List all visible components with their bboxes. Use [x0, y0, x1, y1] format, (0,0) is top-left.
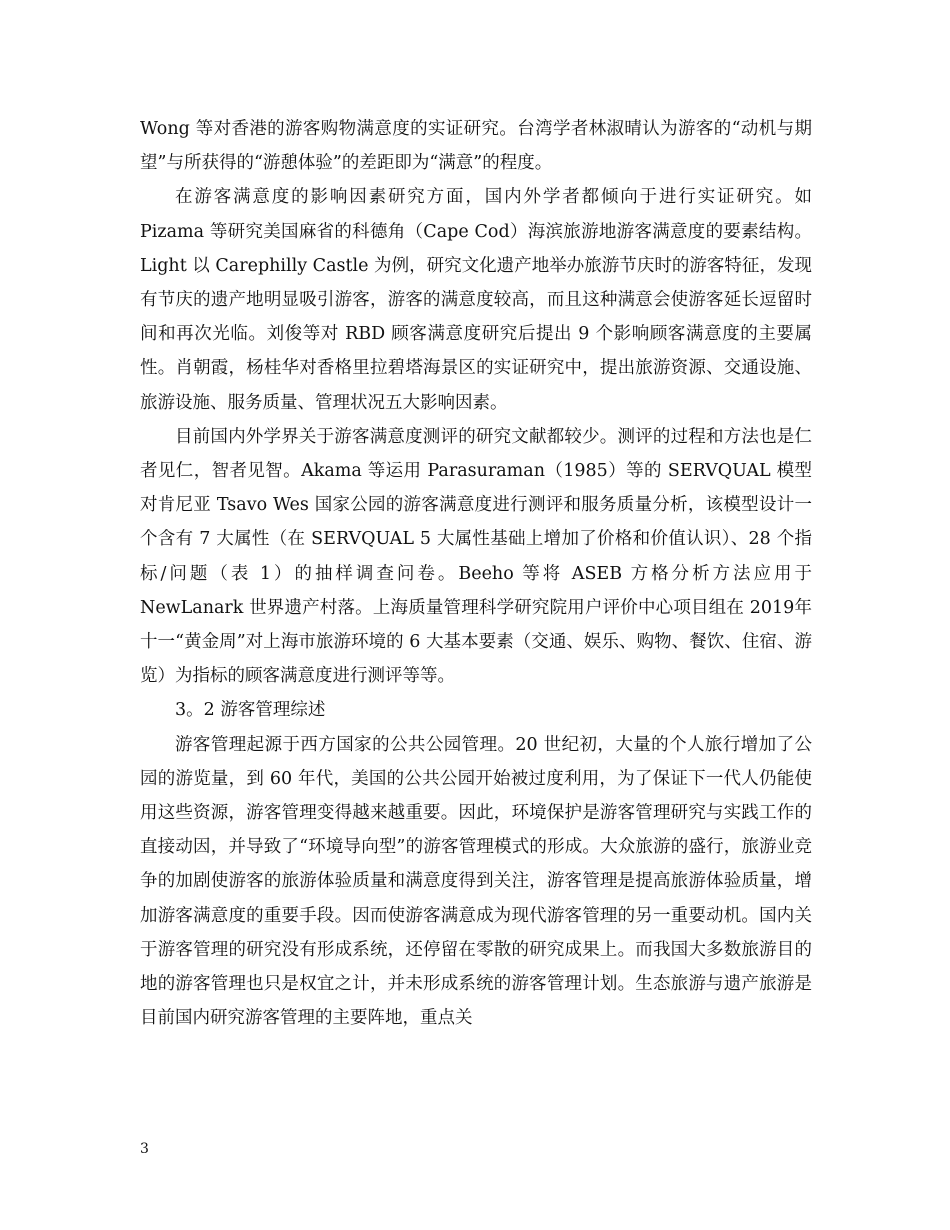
paragraph-continuation: Wong 等对香港的游客购物满意度的实证研究。台湾学者林淑晴认为游客的“动机与期望”与所获得的“游憩体验”的差距即为“满意”的程度。 — [140, 119, 812, 174]
document-body — [140, 112, 812, 1035]
paragraph-satisfaction-evaluation: 目前国内外学界关于游客满意度测评的研究文献都较少。测评的过程和方法也是仁者见仁，智者见智。Akama 等运用 Parasuraman（1985）等的 SERVQUAL 模型对肯尼亚 Tsavo Wes 国家公园的游客满意度进行测评和服务质量分析，该模型设计一个含有 7 大属性（在 SERVQUAL 5 大属性基础上增加了价格和价值认识）、28 个指标/问题（表 1）的抽样调查问卷。Beeho 等将 ASEB 方格分析方法应用于NewLanark 世界遗产村落。上海质量管理科学研究院用户评价中心项目组在 2019年十一“黄金周”对上海市旅游环境的 6 大基本要素（交通、娱乐、购物、餐饮、住宿、游览）为指标的顾客满意度进行测评等等。 — [140, 426, 812, 687]
paragraph-visitor-management: 游客管理起源于西方国家的公共公园管理。20 世纪初，大量的个人旅行增加了公园的游览量，到 60 年代，美国的公共公园开始被过度利用，为了保证下一代人仍能使用这些资源，游客管理变得越来越重要。因此，环境保护是游客管理研究与实践工作的直接动因，并导致了“环境导向型”的游客管理模式的形成。大众旅游的盛行，旅游业竞争的加剧使游客的旅游体验质量和满意度得到关注，游客管理是提高旅游体验质量，增加游客满意度的重要手段。因而使游客满意成为现代游客管理的另一重要动机。国内关于游客管理的研究没有形成系统，还停留在零散的研究成果上。而我国大多数旅游目的地的游客管理也只是权宜之计，并未形成系统的游客管理计划。生态旅游与遗产旅游是目前国内研究游客管理的主要阵地，重点关 — [140, 734, 812, 1029]
section-heading: 3。2 游客管理综述 — [175, 700, 326, 721]
paragraph-satisfaction-factors: 在游客满意度的影响因素研究方面，国内外学者都倾向于进行实证研究。如Pizama 等研究美国麻省的科德角（Cape Cod）海滨旅游地游客满意度的要素结构。Light 以 Carephilly Castle 为例，研究文化遗产地举办旅游节庆时的游客特征，发现有节庆的遗产地明显吸引游客，游客的满意度较高，而且这种满意会使游客延长逗留时间和再次光临。刘俊等对 RBD 顾客满意度研究后提出 9 个影响顾客满意度的主要属性。肖朝霞，杨桂华对香格里拉碧塔海景区的实证研究中，提出旅游资源、交通设施、旅游设施、服务质量、管理状况五大影响因素。 — [140, 187, 812, 413]
page-number: 3 — [140, 1141, 149, 1157]
